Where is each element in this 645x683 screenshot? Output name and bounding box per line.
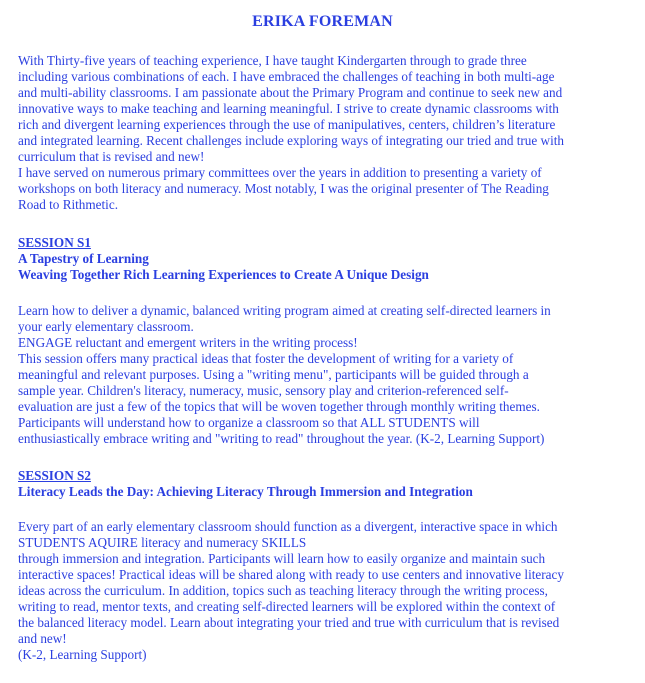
bio-line: and integrated learning. Recent challenges include exploring ways of integrating our tried and true with [18,133,564,148]
session-s1-body [18,303,630,447]
session-s2-line: the balanced literacy model. Learn about integrating your tried and true with curriculum that is revised [18,615,560,630]
session-s2-line: (K-2, Learning Support) [18,647,147,662]
session-s2-line: and new! [18,631,67,646]
session-s2-line: ideas across the curriculum. In addition, topics such as teaching literacy through the writing process, [18,583,548,598]
session-s1-line: your early elementary classroom. [18,319,194,334]
session-s2-label: SESSION S2 [18,468,91,483]
session-s2-line: STUDENTS AQUIRE literacy and numeracy SKILLS [18,535,307,550]
bio-line: workshops on both literacy and numeracy. Most notably, I was the original presenter of The Reading [18,181,549,196]
bio-line: Road to Rithmetic. [18,197,118,212]
session-s2-line: through immersion and integration. Participants will learn how to easily organize and maintain such [18,551,546,566]
page-title: ERIKA FOREMAN [252,13,393,30]
bio-line: including various combinations of each. I have embraced the challenges of teaching in both multi-age [18,69,555,84]
bio-line: innovative ways to make teaching and learning meaningful. I strive to create dynamic classrooms with [18,101,559,116]
session-s1-line: enthusiastically embrace writing and "writing to read" throughout the year. (K-2, Learning Support) [18,431,545,446]
bio-line: With Thirty-five years of teaching experience, I have taught Kindergarten through to grade three [18,53,527,68]
bio-line: curriculum that is revised and new! [18,149,205,164]
session-s1-line: Participants will understand how to organize a classroom so that ALL STUDENTS will [18,415,480,430]
session-s1-subtitle: Weaving Together Rich Learning Experiences to Create A Unique Design [18,267,429,282]
session-s2 [18,468,630,500]
session-s2-line: writing to read, mentor texts, and creating self-directed learners will be explored within the context of [18,599,556,614]
session-s1-line: evaluation are just a few of the topics that will be woven together through monthly writing themes. [18,399,540,414]
session-s1-line: sample year. Children's literacy, numeracy, music, sensory play and criterion-referenced self- [18,383,509,398]
bio-line: and multi-ability classrooms. I am passionate about the Primary Program and continue to seek new and [18,85,563,100]
bio-line: rich and divergent learning experiences through the use of manipulatives, centers, children’s literature [18,117,556,132]
bio-paragraph [18,53,630,213]
bio-line: I have served on numerous primary committees over the years in addition to presenting a variety of [18,165,542,180]
session-s1-line: ENGAGE reluctant and emergent writers in the writing process! [18,335,358,350]
session-s1-label: SESSION S1 [18,235,91,250]
session-s2-line: interactive spaces! Practical ideas will be shared along with ready to use centers and innovative literacy [18,567,564,582]
session-s2-body [18,519,630,663]
session-s1-title: A Tapestry of Learning [18,251,149,266]
session-s1-line: meaningful and relevant purposes. Using a "writing menu", participants will be guided through a [18,367,529,382]
session-s2-line: Every part of an early elementary classroom should function as a divergent, interactive space in which [18,519,558,534]
session-s1 [18,235,630,283]
session-s1-line: Learn how to deliver a dynamic, balanced writing program aimed at creating self-directed learners in [18,303,551,318]
session-s1-line: This session offers many practical ideas that foster the development of writing for a variety of [18,351,514,366]
session-s2-title: Literacy Leads the Day: Achieving Literacy Through Immersion and Integration [18,484,473,499]
